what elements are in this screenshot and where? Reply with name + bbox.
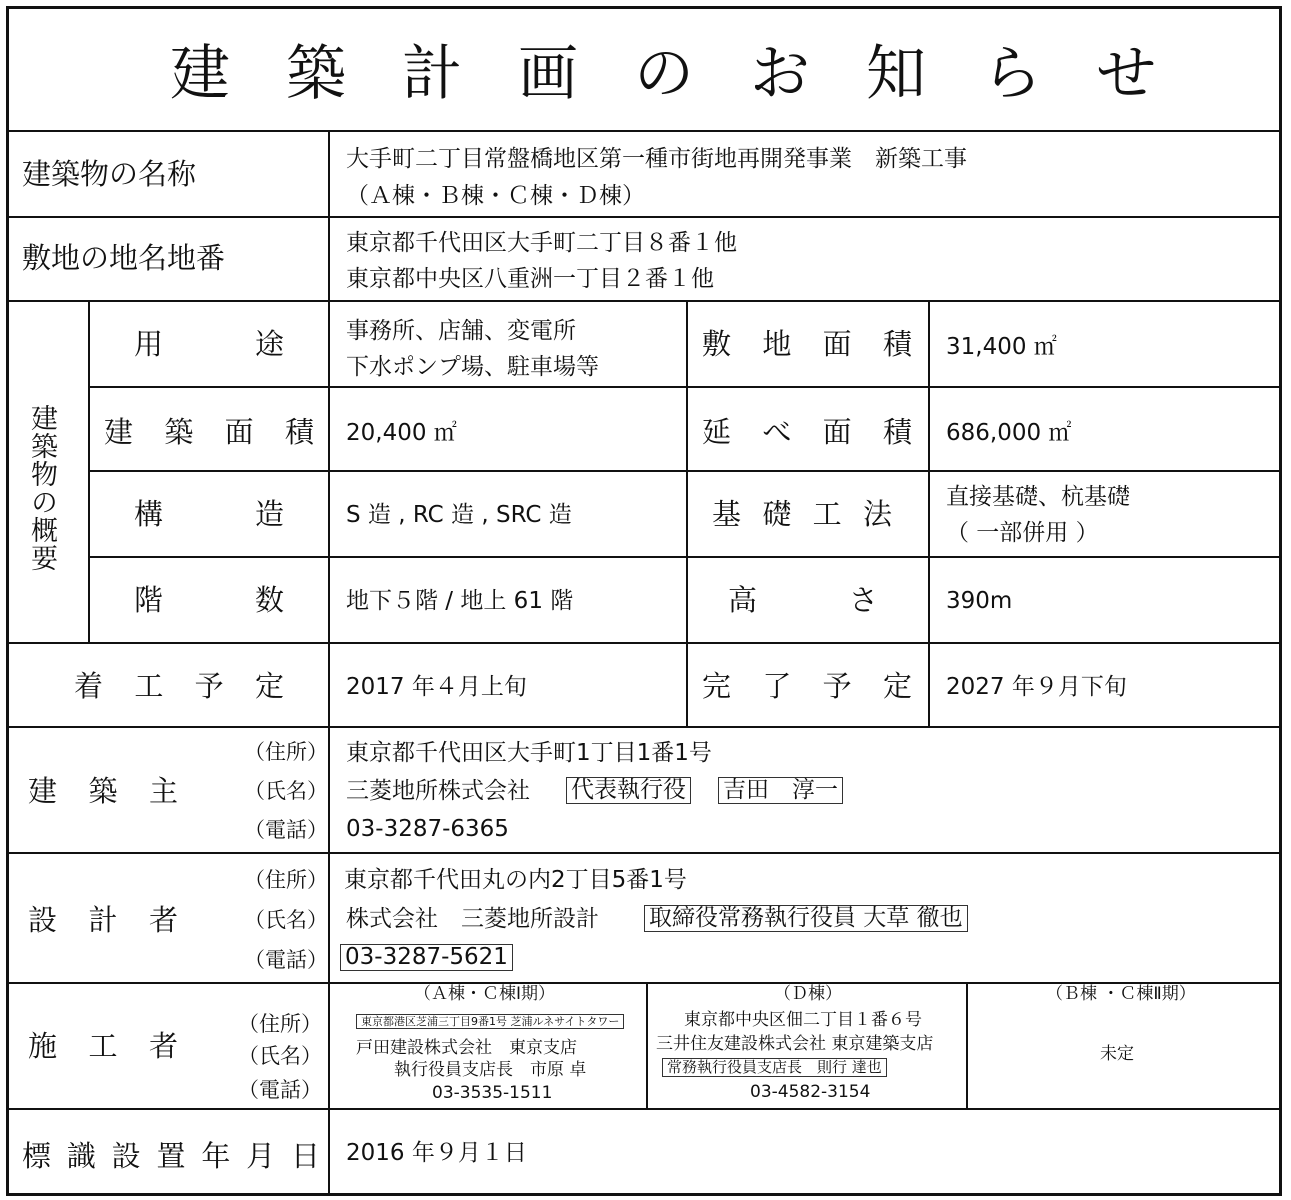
total-floor-area-label: 延 べ 面 積 <box>702 415 912 449</box>
site-line1: 東京都千代田区大手町二丁目８番１他 <box>346 230 737 256</box>
use-label: 用 途 <box>134 327 284 361</box>
contractor-col2-address: 東京都中央区佃二丁目１番６号 <box>684 1010 922 1030</box>
designer-phone-field: （電話） <box>244 948 328 972</box>
divider <box>686 300 688 726</box>
divider <box>328 130 330 1196</box>
completion-label: 完 了 予 定 <box>702 669 912 703</box>
height-value: 390m <box>946 588 1013 614</box>
owner-address-field: （住所） <box>244 740 328 764</box>
owner-address: 東京都千代田区大手町1丁目1番1号 <box>346 740 712 766</box>
overview-group-label: 建築物の概要 <box>26 404 57 572</box>
contractor-name-field: （氏名） <box>238 1044 322 1068</box>
contractor-col1-company: 戸田建設株式会社 東京支店 <box>356 1038 577 1058</box>
divider <box>6 642 1282 644</box>
sign-date-value: 2016 年９月１日 <box>346 1140 527 1166</box>
owner-phone-field: （電話） <box>244 818 328 842</box>
owner-company: 三菱地所株式会社 <box>346 778 530 804</box>
designer-address-field: （住所） <box>244 868 328 892</box>
contractor-col1-address: 東京都港区芝浦三丁目9番1号 芝浦ルネサイトタワー <box>356 1014 624 1029</box>
divider <box>966 982 968 1108</box>
structure-label: 構 造 <box>134 497 284 531</box>
designer-address: 東京都千代田丸の内2丁目5番1号 <box>344 867 687 893</box>
start-label: 着 工 予 定 <box>74 669 284 703</box>
divider <box>6 1108 1282 1110</box>
owner-name-field: （氏名） <box>244 779 328 803</box>
contractor-col1-header: （Ａ棟・Ｃ棟Ⅰ期） <box>414 984 556 1004</box>
foundation-label: 基 礎 工 法 <box>712 497 892 531</box>
contractor-col1-person: 執行役員支店長 市原 卓 <box>394 1060 587 1080</box>
foundation-line2: （ 一部併用 ） <box>946 520 1099 546</box>
divider <box>6 726 1282 728</box>
completion-value: 2027 年９月下旬 <box>946 674 1127 700</box>
contractor-col2-header: （Ｄ棟） <box>774 984 842 1004</box>
foundation-line1: 直接基礎、杭基礎 <box>946 484 1130 510</box>
structure-value: S 造 , RC 造 , SRC 造 <box>346 502 572 528</box>
sign-date-label: 標 識 設 置 年 月 日 <box>22 1139 320 1173</box>
designer-company: 株式会社 三菱地所設計 <box>346 906 599 932</box>
owner-person: 吉田 淳一 <box>718 777 843 804</box>
designer-label: 設 計 者 <box>28 903 178 937</box>
building-name-line2: （Ａ棟・Ｂ棟・Ｃ棟・Ｄ棟） <box>346 183 645 209</box>
designer-title-person: 取締役常務執行役員 大草 徹也 <box>644 905 968 932</box>
use-line1: 事務所、店舗、変電所 <box>346 318 576 344</box>
divider <box>88 470 1282 472</box>
building-name-line1: 大手町二丁目常盤橋地区第一種市街地再開発事業 新築工事 <box>346 146 967 172</box>
height-label: 高 さ <box>728 583 878 617</box>
divider <box>6 852 1282 854</box>
contractor-col2-company: 三井住友建設株式会社 東京建築支店 <box>656 1034 934 1054</box>
divider <box>88 386 1282 388</box>
owner-phone: 03-3287-6365 <box>346 816 509 842</box>
building-area-value: 20,400 ㎡ <box>346 420 457 446</box>
contractor-col3-value: 未定 <box>1100 1044 1134 1064</box>
site-area-value: 31,400 ㎡ <box>946 334 1057 360</box>
contractor-label: 施 工 者 <box>28 1029 178 1063</box>
use-line2: 下水ポンプ場、駐車場等 <box>346 354 599 380</box>
divider <box>6 130 1282 132</box>
building-area-label: 建 築 面 積 <box>104 415 314 449</box>
divider <box>928 300 930 726</box>
contractor-col2-person: 常務執行役員支店長 則行 達也 <box>662 1058 887 1077</box>
site-label: 敷地の地名地番 <box>22 241 226 275</box>
start-value: 2017 年４月上旬 <box>346 674 527 700</box>
owner-label: 建 築 主 <box>28 774 178 808</box>
divider <box>6 216 1282 218</box>
contractor-phone-field: （電話） <box>238 1078 322 1102</box>
contractor-col3-header: （Ｂ棟 ・Ｃ棟Ⅱ期） <box>1046 984 1196 1004</box>
designer-name-field: （氏名） <box>244 908 328 932</box>
floors-value: 地下５階 / 地上 61 階 <box>346 588 574 614</box>
contractor-col1-phone: 03-3535-1511 <box>432 1083 553 1103</box>
site-line2: 東京都中央区八重洲一丁目２番１他 <box>346 266 714 292</box>
contractor-address-field: （住所） <box>238 1012 322 1036</box>
divider <box>646 982 648 1108</box>
page-title: 建築計画のお知らせ <box>170 39 1213 109</box>
building-name-label: 建築物の名称 <box>22 157 197 191</box>
designer-phone: 03-3287-5621 <box>340 944 513 971</box>
site-area-label: 敷 地 面 積 <box>702 327 912 361</box>
divider <box>88 300 90 642</box>
owner-title: 代表執行役 <box>566 777 691 804</box>
contractor-col2-phone: 03-4582-3154 <box>750 1082 871 1102</box>
divider <box>88 556 1282 558</box>
total-floor-area-value: 686,000 ㎡ <box>946 420 1072 446</box>
floors-label: 階 数 <box>134 583 284 617</box>
divider <box>6 300 1282 302</box>
